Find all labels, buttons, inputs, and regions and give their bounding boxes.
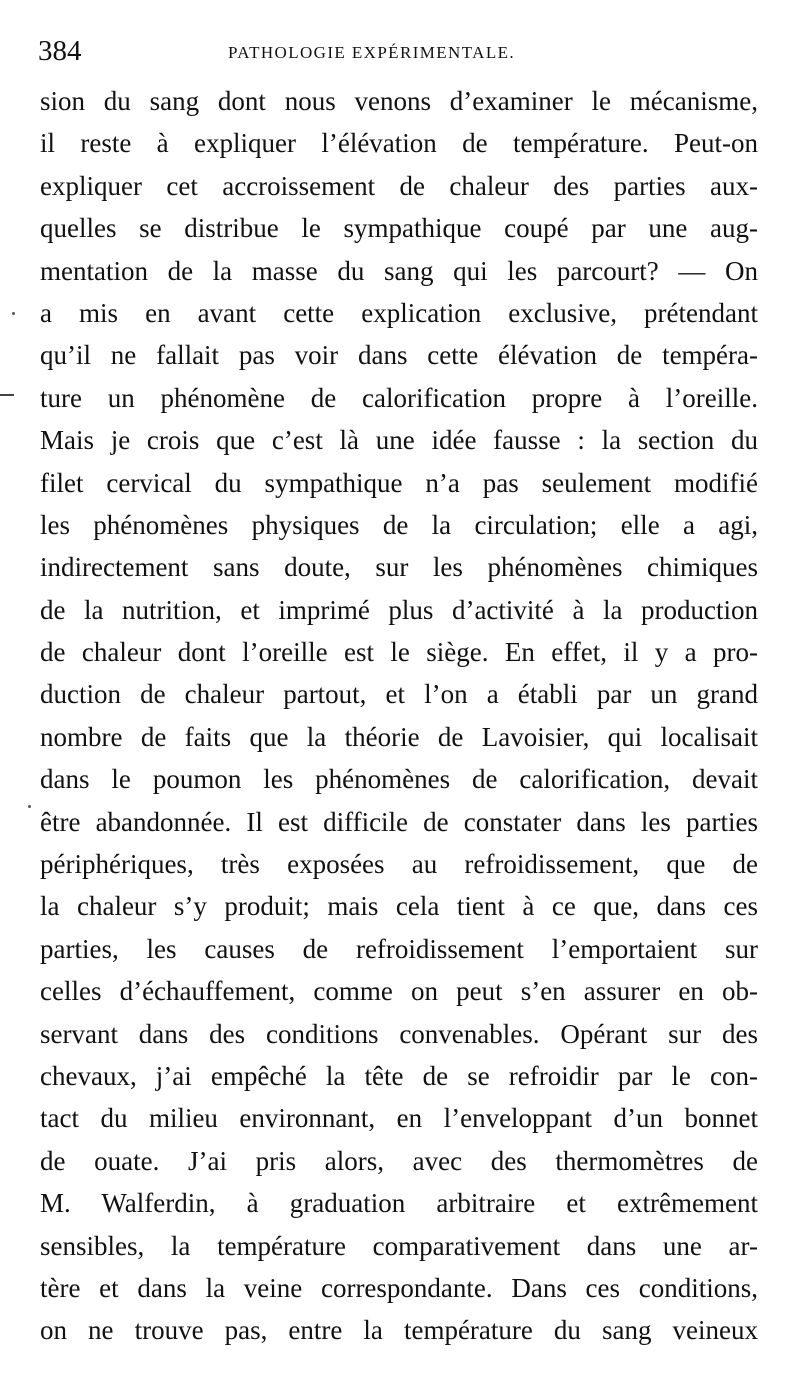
- margin-mark: [0, 394, 14, 396]
- text-line: expliquer cet accroissement de chaleur des parties aux-: [40, 170, 758, 201]
- text-line: il reste à expliquer l’élévation de température. Peut-on: [40, 128, 758, 159]
- text-line: les phénomènes physiques de la circulation; elle a agi,: [40, 509, 758, 540]
- text-line: celles d’échauffement, comme on peut s’en assurer en ob-: [40, 976, 758, 1007]
- text-line: sensibles, la température comparativement dans une ar-: [40, 1230, 758, 1261]
- text-line: périphériques, très exposées au refroidissement, que de: [40, 849, 758, 880]
- text-line: de ouate. J’ai pris alors, avec des thermomètres de: [40, 1145, 758, 1176]
- body-text: [40, 80, 758, 1352]
- text-line: duction de chaleur partout, et l’on a établi par un grand: [40, 679, 758, 710]
- text-line: filet cervical du sympathique n’a pas seulement modifié: [40, 467, 758, 498]
- text-line: quelles se distribue le sympathique coupé par une aug-: [40, 213, 758, 244]
- text-line: ture un phénomène de calorification propre à l’oreille.: [40, 382, 758, 413]
- text-line: nombre de faits que la théorie de Lavoisier, qui localisait: [40, 721, 758, 752]
- text-line: parties, les causes de refroidissement l’emportaient sur: [40, 933, 758, 964]
- text-line: de la nutrition, et imprimé plus d’activité à la production: [40, 594, 758, 625]
- text-line: indirectement sans doute, sur les phénomènes chimiques: [40, 552, 758, 583]
- text-line: mentation de la masse du sang qui les parcourt? — On: [40, 255, 758, 286]
- page-number: 384: [38, 35, 82, 67]
- text-line: la chaleur s’y produit; mais cela tient à ce que, dans ces: [40, 891, 758, 922]
- ink-speck: [12, 312, 15, 315]
- text-line: tact du milieu environnant, en l’enveloppant d’un bonnet: [40, 1103, 758, 1134]
- text-line: sion du sang dont nous venons d’examiner le mécanisme,: [40, 86, 758, 116]
- text-line: servant dans des conditions convenables. Opérant sur des: [40, 1018, 758, 1049]
- text-line: dans le poumon les phénomènes de calorification, devait: [40, 764, 758, 795]
- text-line: être abandonnée. Il est difficile de constater dans les parties: [40, 806, 758, 837]
- ink-speck: [28, 805, 31, 808]
- text-line: tère et dans la veine correspondante. Dans ces conditions,: [40, 1272, 758, 1303]
- text-line: chevaux, j’ai empêché la tête de se refroidir par le con-: [40, 1060, 758, 1091]
- text-line: on ne trouve pas, entre la température du sang veineux: [40, 1315, 758, 1346]
- text-line: a mis en avant cette explication exclusive, prétendant: [40, 297, 758, 328]
- page-title: PATHOLOGIE EXPÉRIMENTALE.: [228, 43, 516, 62]
- text-line: qu’il ne fallait pas voir dans cette élévation de tempéra-: [40, 340, 758, 371]
- text-line: Mais je crois que c’est là une idée fausse : la section du: [40, 425, 758, 456]
- text-line: M. Walferdin, à graduation arbitraire et extrêmement: [40, 1188, 758, 1219]
- running-head: [38, 34, 760, 74]
- text-line: de chaleur dont l’oreille est le siège. En effet, il y a pro-: [40, 637, 758, 668]
